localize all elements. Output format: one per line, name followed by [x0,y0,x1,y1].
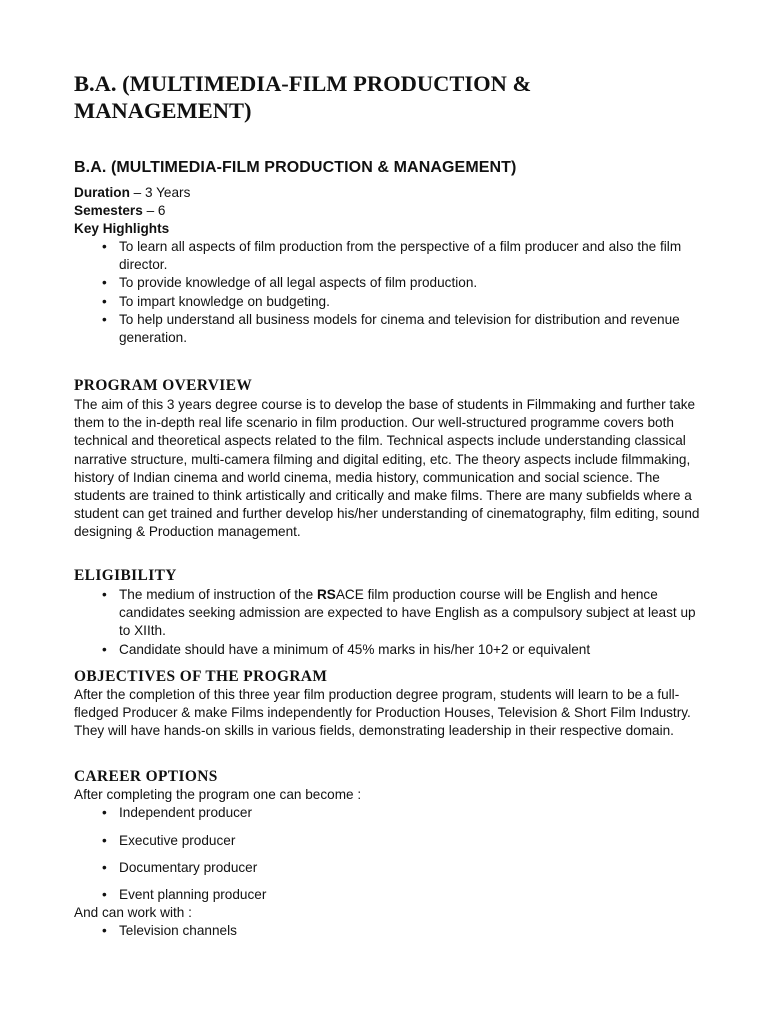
list-item: • Independent producer [74,804,252,822]
bullet-icon: • [102,887,107,902]
bullet-icon: • [102,311,107,327]
semesters-value: – 6 [146,203,166,218]
list-item: • To help understand all business models for cinema and television for distribution and revenue generation. [102,311,680,346]
list-item: • Candidate should have a minimum of 45% marks in his/her 10+2 or equivalent [74,641,704,659]
bullet-icon: • [102,860,107,875]
bullet-icon: • [102,293,107,309]
list-item: • Documentary producer [74,859,257,877]
objectives-text: After the completion of this three year film production degree program, students will learn to be a full-fledged Producer & make Films independently for Production Houses, Television & Short Film Industry. They will have hands-on skills in various fields, demonstrating leadership in their respective domain. [74,687,691,739]
bullet-icon: • [102,923,107,938]
list-item: • Television channels [74,922,237,940]
work-intro: And can work with : [74,905,192,920]
bullet-icon: • [102,239,107,254]
document-title: B.A. (MULTIMEDIA-FILM PRODUCTION & MANAGEMENT) [74,71,532,123]
list-item: • Event planning producer [74,886,266,904]
eligibility-list [74,586,704,659]
program-overview-heading: PROGRAM OVERVIEW [74,377,253,394]
list-item: • The medium of instruction of the RSACE film production course will be English and hence candidates seeking admission are expected to have English as a compulsory subject at least up to XIIth. [102,587,696,639]
semesters-label: Semesters [74,203,143,218]
bullet-icon: • [102,641,107,657]
bullet-icon: • [102,587,107,602]
program-overview-text: The aim of this 3 years degree course is to develop the base of students in Filmmaking and further take them to the in-depth real life scenario in film production. Our well-structured programme covers both technical and theoretical aspects related to the film. Technical aspects include understanding classical narrative structure, multi-camera filming and digital editing, etc. The theory aspects include filmmaking, history of Indian cinema and world cinema, media history, communication and social science. The students are trained to think artistically and critically and make films. There are many subfields where a student can get trained and further develop his/her understanding of cinematography, film editing, sound designing & Production management. [74,397,700,540]
list-item: • Executive producer [74,832,235,850]
bullet-icon: • [102,833,107,848]
duration-label: Duration [74,185,130,200]
career-options-heading: CAREER OPTIONS [74,768,218,785]
list-item: • To provide knowledge of all legal aspects of film production. [74,274,702,292]
objectives-heading: OBJECTIVES OF THE PROGRAM [74,668,328,685]
career-intro: After completing the program one can become : [74,787,362,802]
key-highlights-list [74,238,702,347]
course-subtitle: B.A. (MULTIMEDIA-FILM PRODUCTION & MANAGEMENT) [74,159,517,176]
list-item: • To learn all aspects of film production from the perspective of a film producer and also the film director. [102,239,682,273]
bullet-icon: • [102,275,107,291]
duration-value: – 3 Years [133,185,191,200]
eligibility-heading: ELIGIBILITY [74,567,177,584]
semesters-line [74,202,165,220]
bullet-icon: • [102,805,107,820]
list-item: • To impart knowledge on budgeting. [74,293,702,311]
duration-line [74,184,190,202]
key-highlights-heading: Key Highlights [74,221,170,236]
